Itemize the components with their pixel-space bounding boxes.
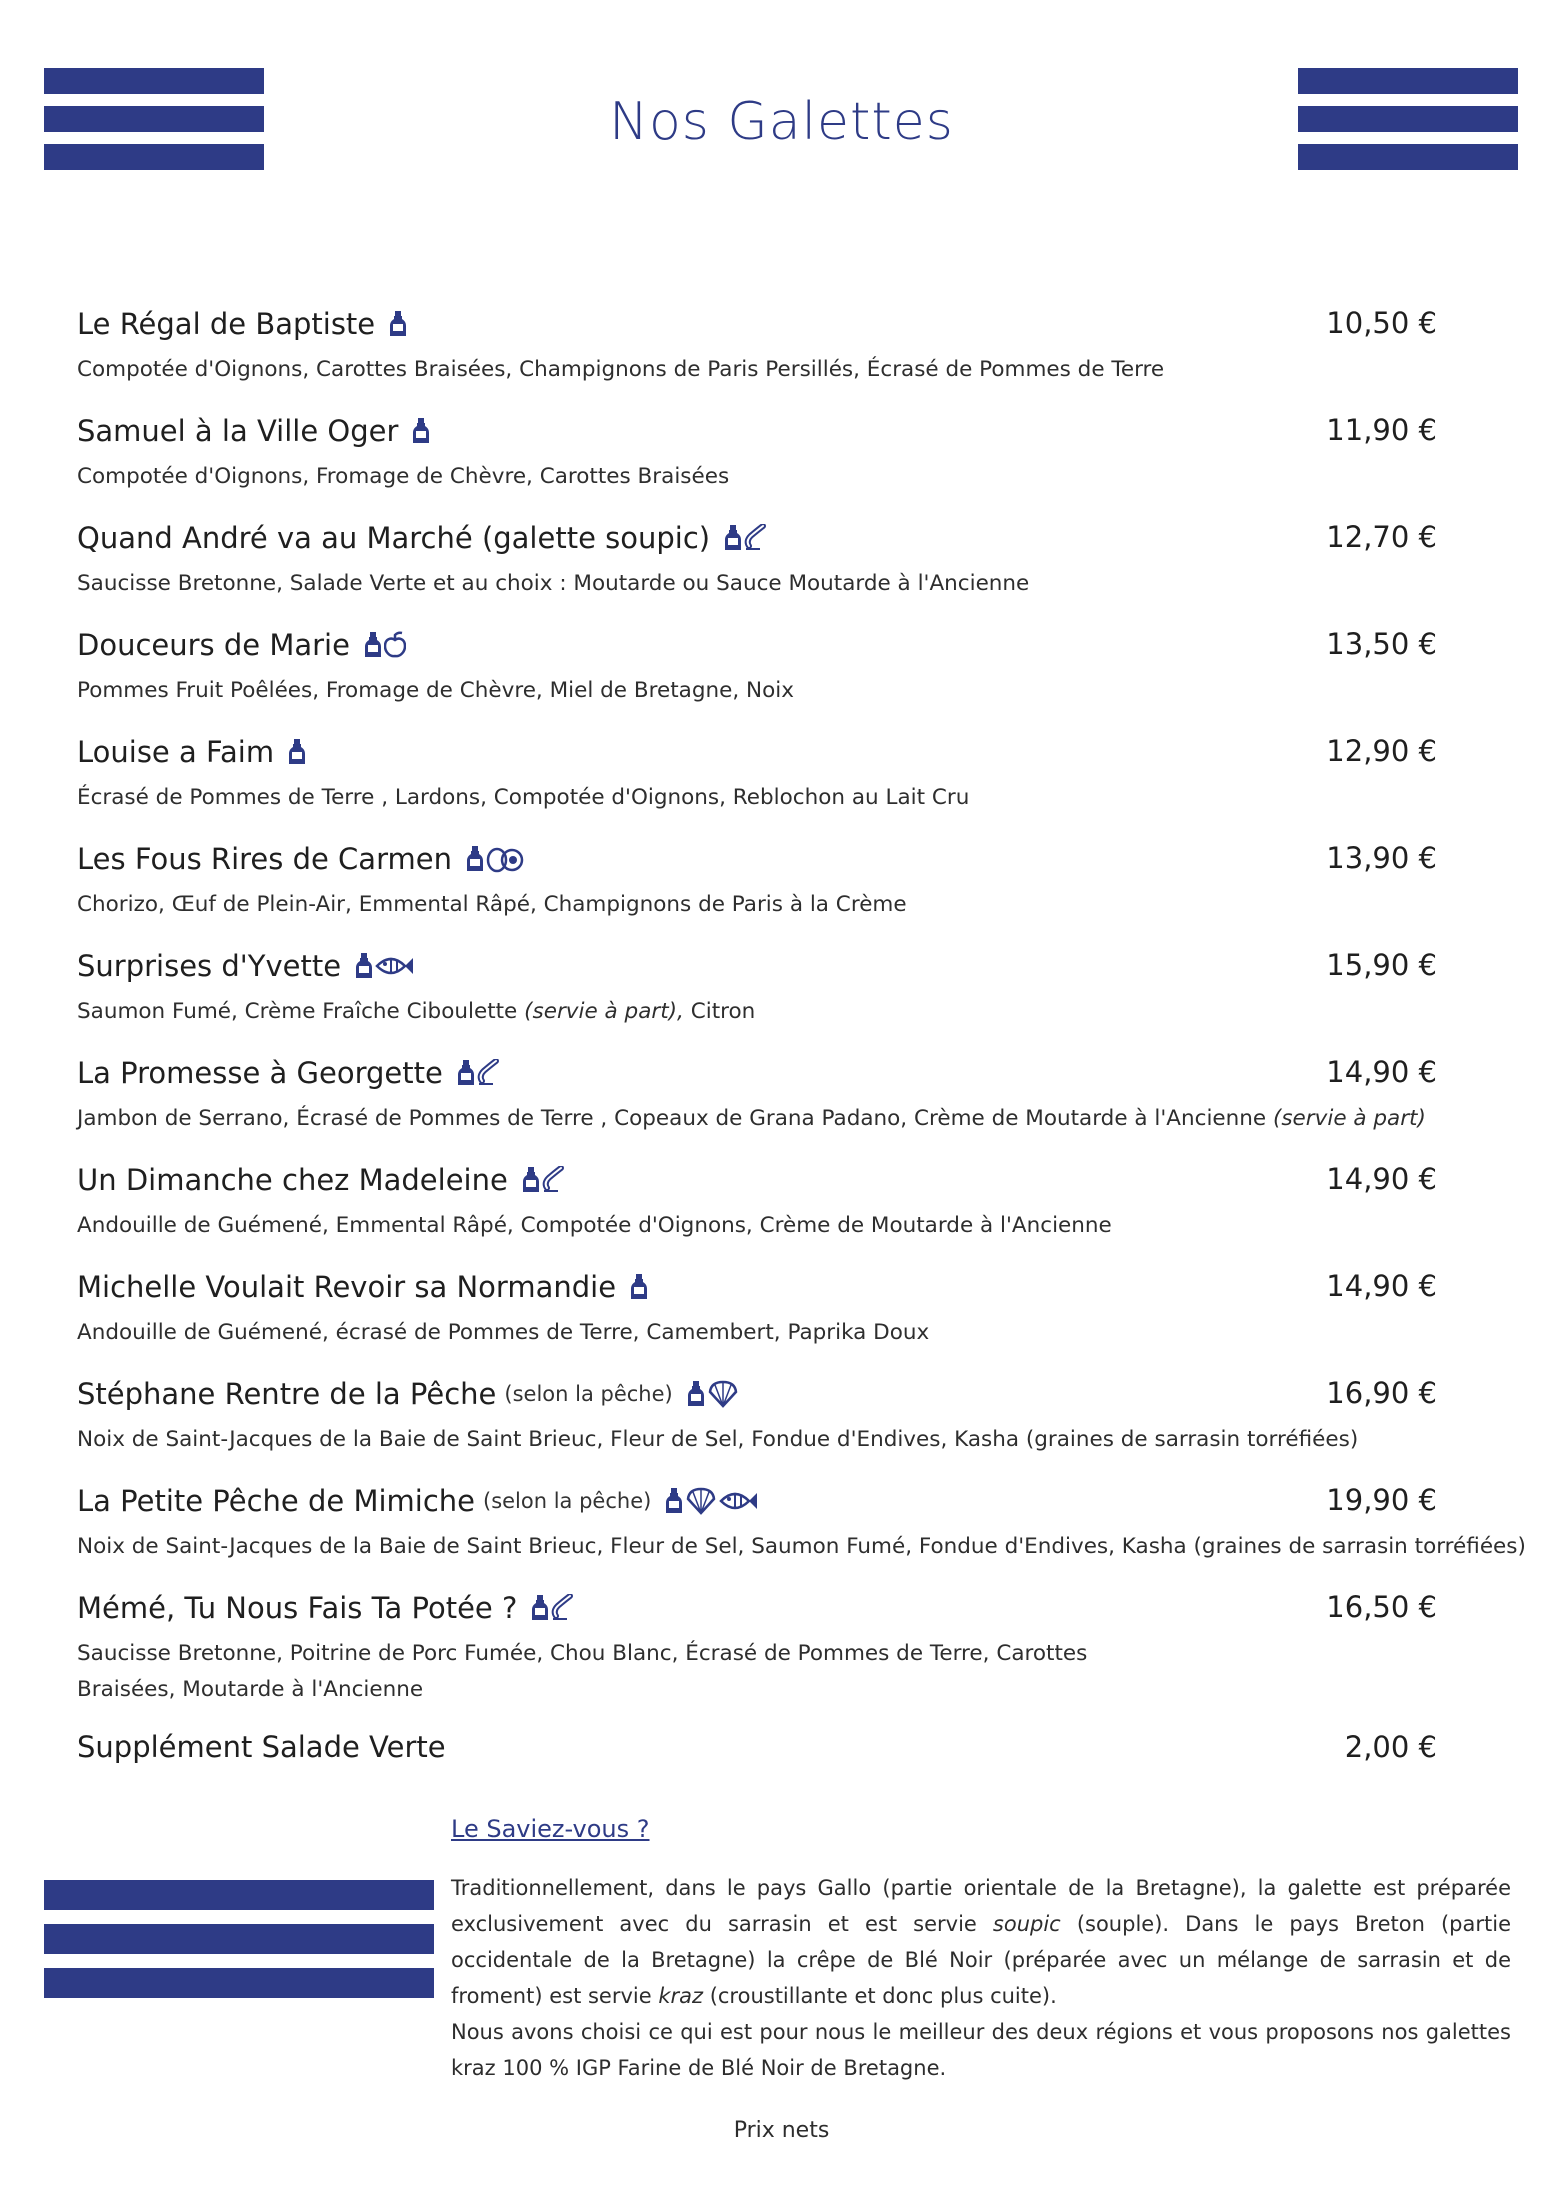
item-description	[77, 459, 1437, 495]
item-description	[77, 994, 1437, 1030]
item-name: La Promesse à Georgette	[77, 1056, 443, 1090]
menu-item	[77, 942, 1437, 1049]
menu-list	[77, 300, 1526, 1729]
menu-item-header	[77, 1477, 1437, 1525]
supplement-row	[77, 1730, 1437, 1770]
apple-icon	[384, 631, 406, 659]
item-icons	[630, 1273, 648, 1301]
menu-item	[77, 514, 1437, 621]
item-description	[77, 1422, 1437, 1458]
menu-item-header	[77, 300, 1437, 348]
item-description-text: Saumon Fumé, Crème Fraîche Ciboulette	[77, 999, 518, 1024]
menu-item-header	[77, 621, 1437, 669]
saviez-text: Traditionnellement, dans le pays Gallo (partie orientale de la Bretagne), la galette est préparée exclusivement avec du sarrasin et est servie	[451, 1876, 1511, 1936]
item-icons	[288, 738, 306, 766]
item-description	[77, 566, 1437, 602]
item-description	[77, 887, 1437, 923]
shell-icon	[707, 1380, 739, 1408]
item-description	[77, 673, 1437, 709]
item-icons	[355, 952, 415, 980]
item-price: 16,50 €	[1326, 1590, 1437, 1624]
item-icons	[687, 1380, 739, 1408]
saviez-text-2: Nous avons choisi ce qui est pour nous le meilleur des deux régions et vous proposons nos galettes kraz 100 % IGP Farine de Blé Noir de Bretagne.	[451, 2020, 1511, 2080]
bottle-icon	[665, 1487, 683, 1515]
item-description-text: Noix de Saint-Jacques de la Baie de Saint Brieuc, Fleur de Sel, Saumon Fumé, Fondue d'Endives, Kasha (graines de sarrasin torréfiées)	[77, 1534, 1526, 1559]
sausage-icon	[744, 524, 768, 552]
item-name: Le Régal de Baptiste	[77, 307, 376, 341]
page-title: Nos Galettes	[609, 92, 954, 152]
item-icons	[665, 1487, 759, 1515]
item-name: La Petite Pêche de Mimiche	[77, 1484, 475, 1518]
item-price: 14,90 €	[1326, 1269, 1437, 1303]
item-description-text: Andouille de Guémené, écrasé de Pommes de Terre, Camembert, Paprika Doux	[77, 1320, 930, 1345]
saviez-italic-soupic: soupic	[992, 1912, 1061, 1936]
item-icons	[389, 310, 407, 338]
sausage-icon	[542, 1166, 566, 1194]
bottle-icon	[457, 1059, 475, 1087]
item-name: Louise a Faim	[77, 735, 275, 769]
menu-item-header	[77, 1263, 1437, 1311]
bottle-icon	[364, 631, 382, 659]
bottle-icon	[412, 417, 430, 445]
menu-item-header	[77, 728, 1437, 776]
bottle-icon	[355, 952, 373, 980]
item-icons	[522, 1166, 566, 1194]
menu-item	[77, 835, 1437, 942]
fish-icon	[719, 1487, 759, 1515]
item-price: 16,90 €	[1326, 1376, 1437, 1410]
item-price: 15,90 €	[1326, 948, 1437, 982]
item-price: 11,90 €	[1326, 413, 1437, 447]
stripes-bottom-left	[44, 1880, 434, 2010]
item-icons	[466, 845, 524, 873]
item-icons	[457, 1059, 501, 1087]
item-name: Mémé, Tu Nous Fais Ta Potée ?	[77, 1591, 518, 1625]
menu-item-header	[77, 942, 1437, 990]
supplement-name: Supplément Salade Verte	[77, 1730, 446, 1764]
item-icons	[724, 524, 768, 552]
sausage-icon	[477, 1059, 501, 1087]
item-description	[77, 1315, 1437, 1351]
item-note: (selon la pêche)	[483, 1489, 652, 1513]
item-name: Douceurs de Marie	[77, 628, 350, 662]
item-price: 13,50 €	[1326, 627, 1437, 661]
bottle-icon	[531, 1594, 549, 1622]
item-description-text: Andouille de Guémené, Emmental Râpé, Compotée d'Oignons, Crème de Moutarde à l'Ancienne	[77, 1213, 1112, 1238]
menu-item-header	[77, 1370, 1437, 1418]
item-description-italic: (servie à part),	[524, 999, 684, 1024]
item-name: Samuel à la Ville Oger	[77, 414, 399, 448]
item-icons	[531, 1594, 575, 1622]
footer-prix-nets: Prix nets	[733, 2118, 830, 2143]
menu-item-header	[77, 835, 1437, 883]
menu-item	[77, 407, 1437, 514]
item-price: 19,90 €	[1326, 1483, 1437, 1517]
item-description-text: Pommes Fruit Poêlées, Fromage de Chèvre, Miel de Bretagne, Noix	[77, 678, 794, 703]
item-description	[77, 352, 1437, 388]
fish-icon	[375, 952, 415, 980]
menu-item	[77, 1049, 1437, 1156]
saviez-text: (croustillante et donc plus cuite).	[703, 1984, 1057, 2008]
item-icons	[412, 417, 430, 445]
bottle-icon	[687, 1380, 705, 1408]
item-name: Surprises d'Yvette	[77, 949, 342, 983]
item-description	[77, 1636, 1177, 1708]
menu-item	[77, 621, 1437, 728]
item-description-text: Compotée d'Oignons, Fromage de Chèvre, Carottes Braisées	[77, 464, 730, 489]
bottle-icon	[389, 310, 407, 338]
item-price: 13,90 €	[1326, 841, 1437, 875]
supplement-price: 2,00 €	[1344, 1730, 1437, 1764]
item-description	[77, 1208, 1437, 1244]
bottle-icon	[522, 1166, 540, 1194]
menu-item	[77, 300, 1437, 407]
menu-item	[77, 1263, 1437, 1370]
item-description-italic: (servie à part)	[1272, 1106, 1426, 1131]
menu-item	[77, 1370, 1437, 1477]
item-note: (selon la pêche)	[504, 1382, 673, 1406]
item-description	[77, 780, 1437, 816]
item-name: Quand André va au Marché (galette soupic)	[77, 521, 711, 555]
item-description-after: Citron	[683, 999, 756, 1024]
menu-item	[77, 1477, 1526, 1584]
shell-icon	[685, 1487, 717, 1515]
sausage-icon	[551, 1594, 575, 1622]
egg-icon	[486, 845, 524, 873]
menu-item-header	[77, 1156, 1437, 1204]
menu-item	[77, 1584, 1437, 1729]
saviez-italic-kraz: kraz	[658, 1984, 704, 2008]
item-price: 14,90 €	[1326, 1162, 1437, 1196]
menu-item-header	[77, 1584, 1437, 1632]
item-description	[77, 1529, 1526, 1565]
item-name: Michelle Voulait Revoir sa Normandie	[77, 1270, 617, 1304]
bottle-icon	[288, 738, 306, 766]
item-description-text: Noix de Saint-Jacques de la Baie de Saint Brieuc, Fleur de Sel, Fondue d'Endives, Kasha (graines de sarrasin torréfiées)	[77, 1427, 1359, 1452]
item-icons	[364, 631, 406, 659]
item-description-text: Chorizo, Œuf de Plein-Air, Emmental Râpé, Champignons de Paris à la Crème	[77, 892, 907, 917]
item-name: Stéphane Rentre de la Pêche	[77, 1377, 497, 1411]
item-description-text: Saucisse Bretonne, Salade Verte et au choix : Moutarde ou Sauce Moutarde à l'Ancienne	[77, 571, 1030, 596]
saviez-title: Le Saviez-vous ?	[451, 1815, 650, 1843]
saviez-body	[451, 1870, 1511, 2086]
item-description-text: Compotée d'Oignons, Carottes Braisées, Champignons de Paris Persillés, Écrasé de Pommes de Terre	[77, 357, 1165, 382]
bottle-icon	[630, 1273, 648, 1301]
menu-item	[77, 728, 1437, 835]
menu-item-header	[77, 407, 1437, 455]
item-price: 12,70 €	[1326, 520, 1437, 554]
menu-item-header	[77, 514, 1437, 562]
menu-item	[77, 1156, 1437, 1263]
menu-item-header	[77, 1049, 1437, 1097]
item-price: 10,50 €	[1326, 306, 1437, 340]
bottle-icon	[466, 845, 484, 873]
item-description-text: Écrasé de Pommes de Terre , Lardons, Compotée d'Oignons, Reblochon au Lait Cru	[77, 785, 970, 810]
item-description-text: Saucisse Bretonne, Poitrine de Porc Fumée, Chou Blanc, Écrasé de Pommes de Terre, Carottes Braisées, Moutarde à l'Ancienne	[77, 1641, 1088, 1702]
item-name: Les Fous Rires de Carmen	[77, 842, 452, 876]
item-name: Un Dimanche chez Madeleine	[77, 1163, 508, 1197]
item-price: 14,90 €	[1326, 1055, 1437, 1089]
item-price: 12,90 €	[1326, 734, 1437, 768]
saviez-text: (souple). Dans le pays Breton (partie occidentale de la Bretagne) la crêpe de Blé Noir (préparée avec un mélange de sarrasin et de froment) est servie	[451, 1912, 1511, 2008]
item-description	[77, 1101, 1437, 1137]
item-description-text: Jambon de Serrano, Écrasé de Pommes de Terre , Copeaux de Grana Padano, Crème de Moutarde à l'Ancienne	[77, 1106, 1267, 1131]
bottle-icon	[724, 524, 742, 552]
